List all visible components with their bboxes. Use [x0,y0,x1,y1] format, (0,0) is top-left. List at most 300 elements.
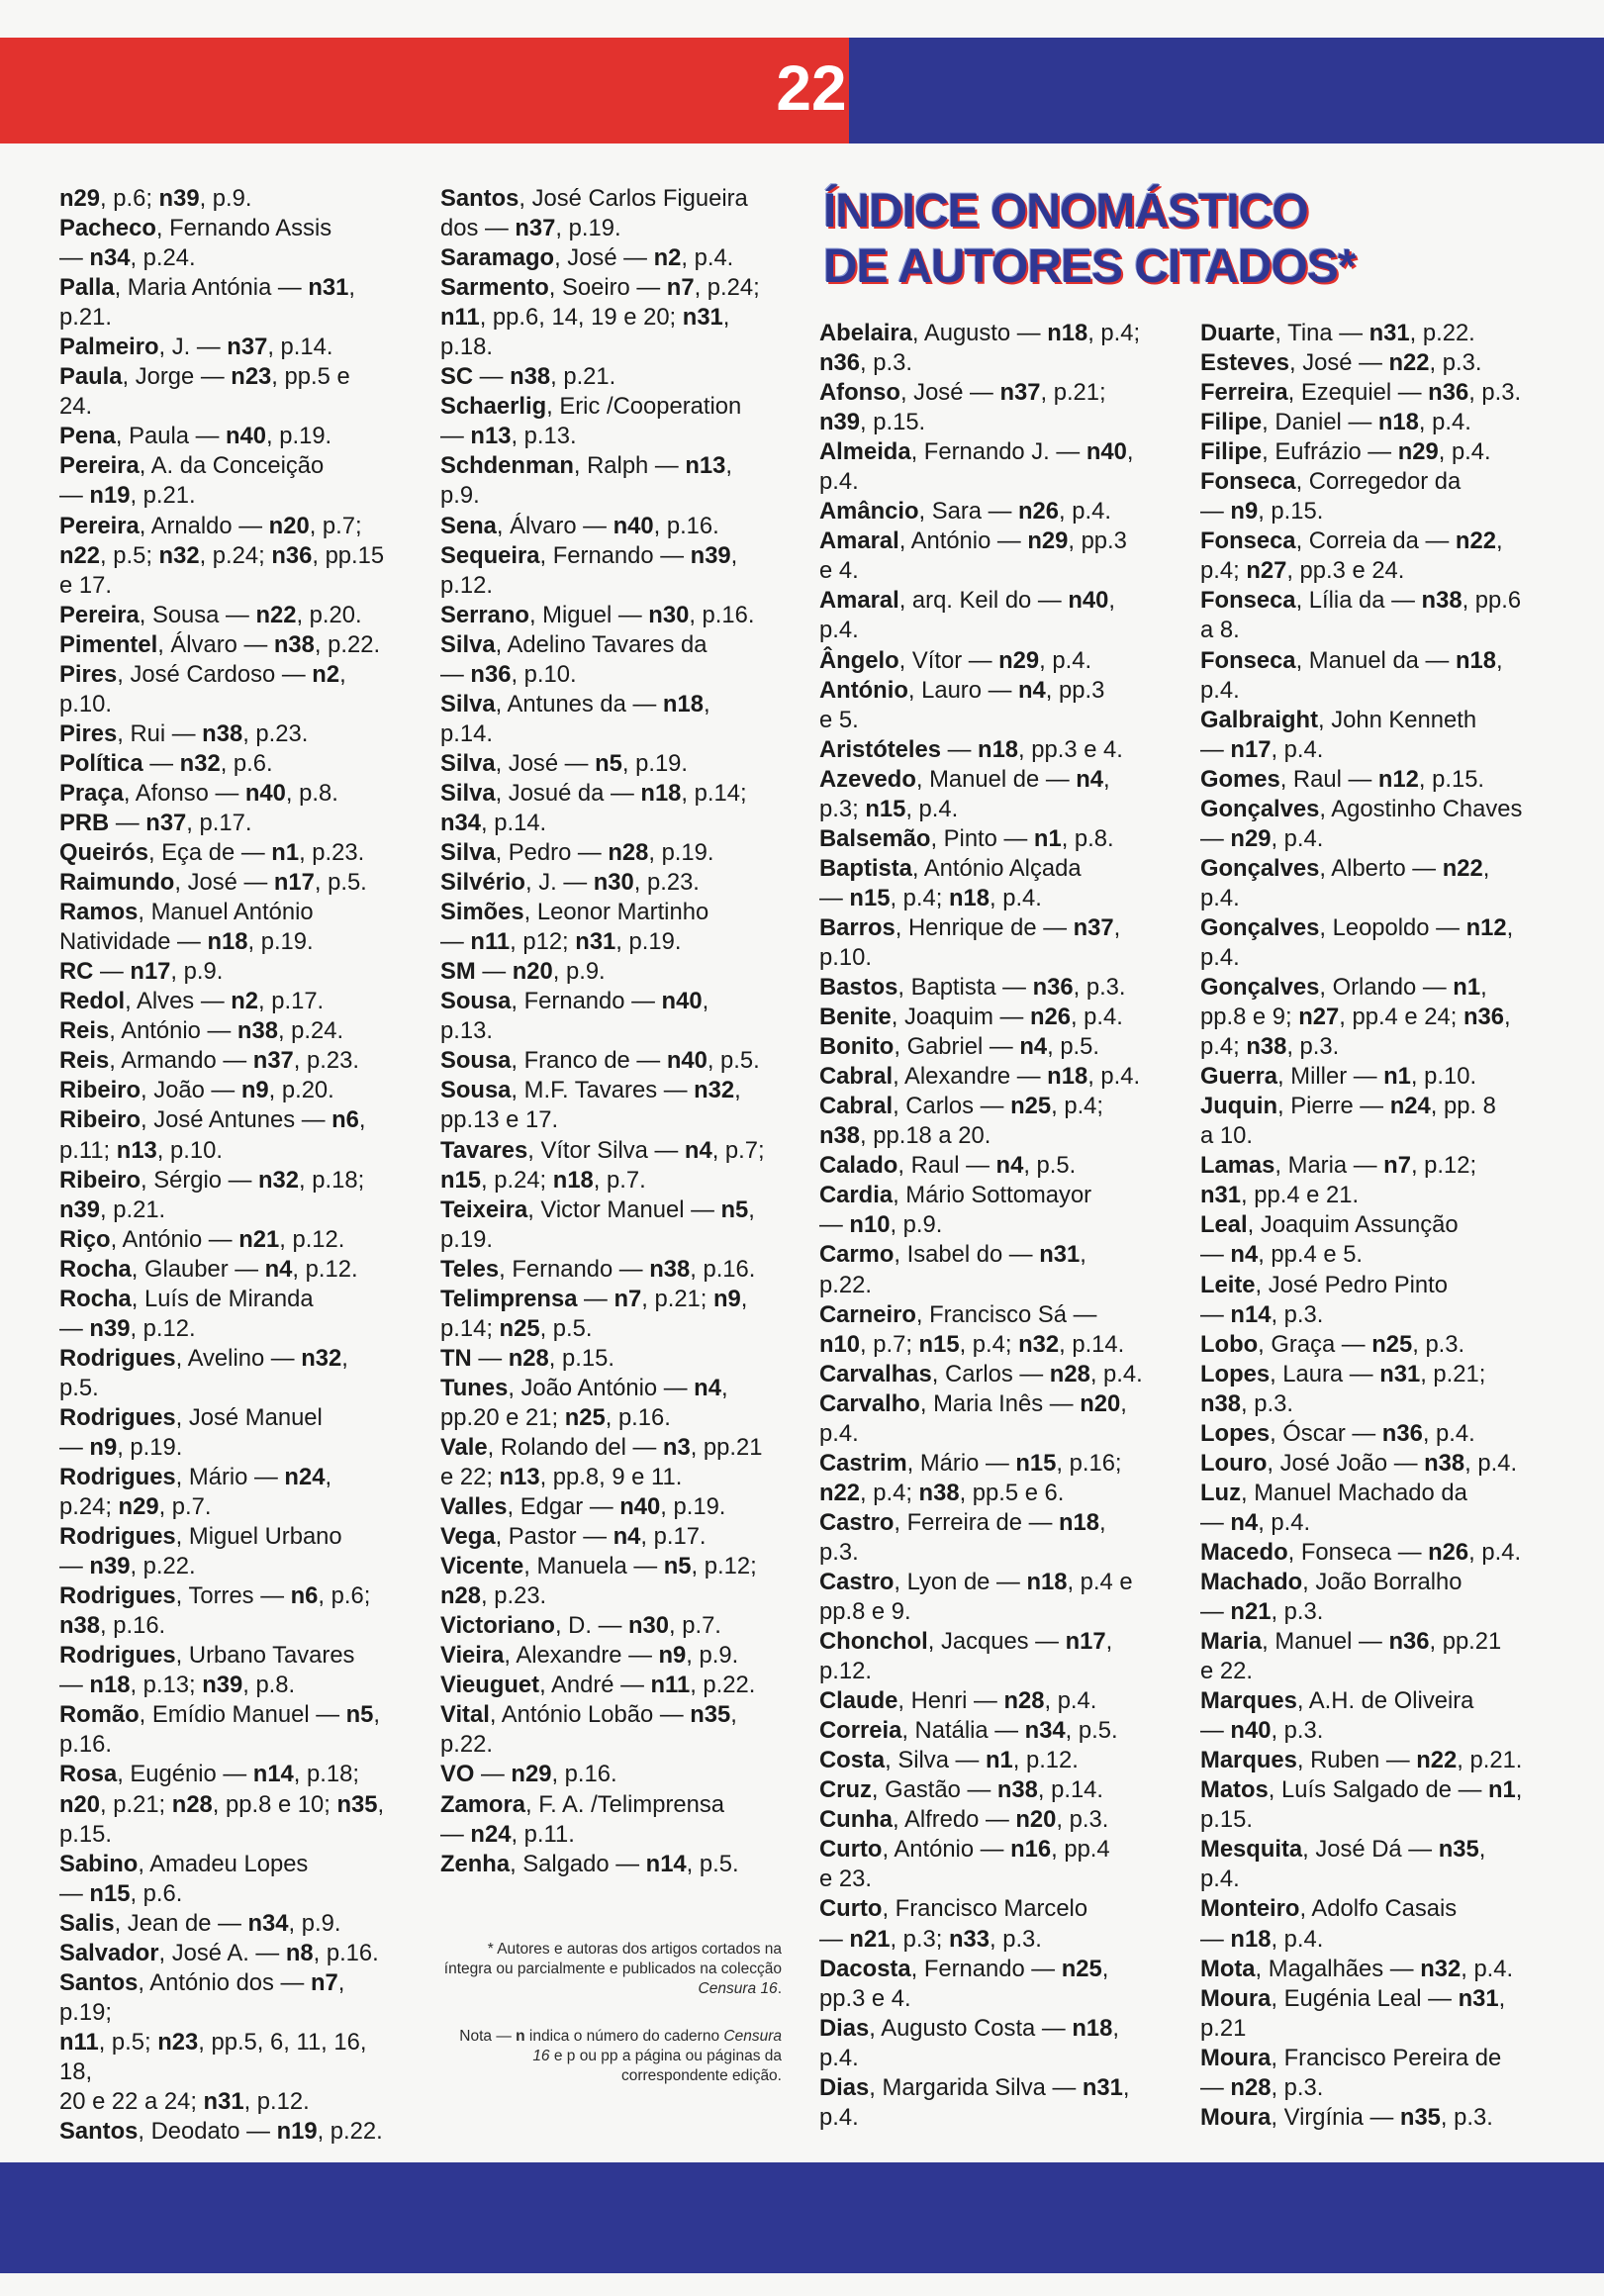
entry-text: , p.3. [989,1925,1042,1953]
index-entry-line [59,541,401,571]
entry-text: , p.4; [959,1330,1019,1358]
entry-text: e 17. [59,571,112,599]
entry-text: , p.15. [860,409,926,436]
index-entry-line [819,706,1176,735]
entry-text: — [475,958,513,986]
entry-text: — [473,363,511,391]
entry-text: , Magalhães — [1255,1955,1421,1982]
index-entry-line [59,1968,401,2028]
entry-text: , Ferreira de — [894,1508,1060,1536]
entry-bold-text: Santos [59,2118,139,2146]
entry-bold-text: Sousa [440,1047,512,1075]
index-entry-line [59,1255,401,1285]
entry-text: , [1103,765,1110,793]
entry-bold-text: Silvério [440,869,525,897]
index-entry-line [1200,1062,1557,1092]
entry-bold-text: Simões [440,899,524,926]
entry-text: , [1112,2014,1119,2042]
entry-text: , [341,1344,348,1372]
entry-text: , p.21; [1420,1360,1486,1387]
entry-bold-text: Fonseca [1200,468,1296,496]
index-entry-line [1200,1568,1557,1597]
entry-bold-text: n4 [1076,765,1104,793]
entry-text: , D. — [554,1612,628,1640]
entry-text: , p.15. [548,1344,614,1372]
index-entry-line [1200,1300,1557,1330]
index-entry-line [440,868,797,898]
index-entry-line [819,1894,1176,1924]
entry-text: — [819,884,850,911]
index-entry-line [819,497,1176,526]
entry-text: , p.20. [268,1077,334,1104]
index-entry-line [440,957,797,987]
entry-text: , p.7; [309,512,362,539]
index-entry-line [440,214,797,243]
entry-text: p.16. [59,1731,112,1759]
entry-bold-text: Pimentel [59,630,158,658]
entry-text: p.10. [819,943,872,971]
entry-text: , Mário Sottomayor [893,1182,1092,1209]
index-entry-line [1200,1479,1557,1508]
index-entry-line [1200,2044,1557,2073]
entry-text: Natividade — [59,928,208,956]
entry-text: , Arnaldo — [139,512,269,539]
index-column-1 [59,184,401,2147]
index-entry-line [1200,616,1557,645]
entry-bold-text: n22 [1416,1747,1458,1774]
entry-text: pp.3 e 4. [819,1984,911,2012]
entry-bold-text: Cardia [819,1182,894,1209]
entry-text: p.10. [59,690,112,718]
index-entry-line [819,1538,1176,1568]
entry-bold-text: Santos [440,185,519,212]
entry-text: p.14. [440,719,493,747]
index-entry-line [1200,1805,1557,1835]
entry-text: , Natália — [901,1717,1025,1745]
entry-text: , p.24. [130,244,196,272]
entry-bold-text: Victoriano [440,1612,555,1640]
entry-text: , [1122,2073,1130,2101]
index-entry-line [819,1657,1176,1686]
index-entry-line [440,1255,797,1285]
entry-bold-text: n36 [1388,1628,1430,1656]
index-entry-line [59,333,401,362]
entry-text: , p.5. [1065,1717,1118,1745]
entry-text: , pp.5 e 6. [959,1479,1065,1506]
entry-bold-text: n35 [1399,2103,1441,2131]
entry-bold-text: n39 [158,185,200,212]
entry-bold-text: Silva [440,839,496,867]
entry-text: , p.16. [100,1612,166,1640]
entry-bold-text: Gonçalves [1200,795,1320,822]
entry-bold-text: Rodrigues [59,1403,176,1431]
entry-text: , [339,660,346,688]
entry-bold-text: n39 [89,1553,131,1580]
entry-bold-text: n18 [89,1672,131,1699]
entry-bold-text: Silva [440,690,496,718]
index-entry-line [440,1522,797,1552]
index-entry-line [59,1879,401,1909]
entry-bold-text: n40 [244,779,286,807]
entry-bold-text: n4 [613,1523,641,1551]
entry-bold-text: n40 [1085,438,1127,466]
entry-text: , p.6. [130,1879,183,1907]
index-entry-line [59,957,401,987]
entry-text: , Mário — [175,1464,285,1491]
entry-bold-text: Carvalhas [819,1360,932,1387]
entry-bold-text: n24 [470,1820,512,1848]
index-entry-line [819,1360,1176,1389]
entry-bold-text: Fonseca [1200,587,1296,615]
entry-bold-text: n21 [238,1225,280,1253]
index-entry-line [440,451,797,481]
entry-bold-text: n1 [1488,1776,1516,1804]
entry-bold-text: Curto [819,1836,883,1864]
entry-bold-text: Moura [1200,2044,1272,2071]
entry-text: , p.14. [1037,1776,1104,1804]
index-entry-line [440,838,797,868]
entry-text: , Joaquim Assunção [1247,1211,1459,1239]
entry-text: p.21 [1200,2014,1247,2042]
entry-text: , p.4. [1271,824,1324,852]
entry-text: , p.4. [1438,438,1491,466]
entry-text: , [748,1196,755,1223]
entry-bold-text: Pires [59,719,118,747]
entry-text: , [720,1374,728,1401]
entry-text: , Alexandre — [504,1642,659,1670]
entry-bold-text: Ribeiro [59,1166,141,1194]
entry-text: p.4. [819,617,859,644]
entry-bold-text: n37 [1073,913,1114,941]
index-entry-line [819,676,1176,706]
entry-bold-text: n18 [207,928,248,956]
entry-text: , Pierre — [1277,1093,1390,1120]
entry-text: , p.12. [279,1225,345,1253]
entry-text: , Jean de — [114,1909,248,1937]
index-entry-line [819,1032,1176,1062]
index-entry-line [440,1166,797,1196]
entry-bold-text: Amâncio [819,498,919,526]
index-entry-line [440,1225,797,1255]
entry-bold-text: Costa [819,1747,886,1774]
index-entry-line [59,273,401,303]
index-entry-line [1200,2073,1557,2103]
footnote-authors-tail: . [777,1980,782,1997]
entry-text: — [941,735,979,763]
entry-bold-text: n19 [89,482,131,510]
entry-text: , p.5. [707,1047,760,1075]
index-entry-line [59,719,401,749]
index-entry-line [59,1225,401,1255]
entry-bold-text: Machado [1200,1568,1303,1595]
index-entry-line [819,1865,1176,1894]
entry-bold-text: n9 [713,1285,741,1312]
entry-bold-text: n18 [1059,1508,1100,1536]
entry-bold-text: n13 [685,452,726,480]
index-entry-line [819,1686,1176,1716]
entry-bold-text: Baptista [819,854,912,882]
index-entry-line [59,303,401,333]
entry-bold-text: n10 [849,1211,891,1239]
entry-text: , p.19. [247,928,314,956]
entry-bold-text: n18 [662,690,704,718]
index-entry-line [59,184,401,214]
entry-text: , p.12. [130,1314,196,1342]
index-entry-line [1200,1538,1557,1568]
index-entry-line [1200,1508,1557,1538]
entry-bold-text: n37 [515,215,556,242]
index-entry-line [440,1285,797,1314]
entry-bold-text: Saramago [440,244,555,272]
entry-bold-text: n35 [336,1790,378,1818]
entry-text: , António Lobão — [489,1701,691,1729]
entry-text: , p.3. [1271,2073,1324,2101]
entry-text: , p.3. [1429,349,1482,377]
entry-text: , José Cardoso — [117,660,313,688]
entry-bold-text: n38 [510,363,551,391]
entry-text: , p.22. [317,2118,383,2146]
entry-bold-text: Benite [819,1004,892,1031]
entry-text: , p.4; [1051,1093,1104,1120]
entry-text: , p.4. [1087,1063,1141,1091]
entry-text: , p.21. [550,363,616,391]
footnote-authors-italic: Censura 16 [698,1980,778,1997]
index-entry-line [1200,1360,1557,1389]
entry-bold-text: Dacosta [819,1955,911,1982]
entry-text: 24. [59,393,93,421]
index-entry-line [1200,1092,1557,1121]
index-entry-line [1200,676,1557,706]
entry-text: , Vítor Silva — [527,1136,685,1164]
entry-bold-text: n37 [145,809,187,836]
entry-bold-text: n21 [1230,1598,1272,1626]
entry-text: , Orlando — [1319,974,1454,1002]
index-entry-line [1200,1894,1557,1924]
entry-bold-text: Bonito [819,1033,895,1061]
index-column-3 [819,319,1176,2133]
index-entry-line [59,451,401,481]
entry-text: , p.5. [314,869,367,897]
entry-text: , Francisco Marcelo [882,1895,1088,1923]
index-entry-line [59,1463,401,1492]
index-entry-line [440,1374,797,1403]
index-entry-line [440,898,797,927]
entry-bold-text: n39 [202,1672,243,1699]
entry-bold-text: n31 [682,304,723,332]
entry-bold-text: n9 [240,1077,269,1104]
entry-text: , Laura — [1270,1360,1380,1387]
index-entry-line [1200,1449,1557,1479]
entry-bold-text: n31 [1368,320,1410,346]
index-entry-line [59,1046,401,1076]
entry-text: , p.4. [1464,1449,1518,1477]
entry-bold-text: n17 [273,869,315,897]
index-entry-line [59,868,401,898]
entry-text: , p.4. [989,884,1042,911]
index-entry-line [1200,1003,1557,1032]
entry-text: , Corregedor da [1295,468,1462,496]
index-entry-line [59,749,401,779]
entry-text: , p.23. [633,869,700,897]
entry-bold-text: n15 [1015,1449,1057,1477]
entry-bold-text: n39 [819,409,861,436]
index-entry-line [1200,526,1557,556]
entry-bold-text: n38 [1421,587,1462,615]
entry-text: , p.4 e [1067,1568,1133,1595]
index-entry-line [440,571,797,601]
index-entry-line [440,927,797,957]
entry-text: — [142,749,180,777]
index-entry-line [819,735,1176,765]
entry-bold-text: n32 [158,541,200,569]
entry-bold-text: Barros [819,913,896,941]
entry-text: , Manuel — [1262,1628,1389,1656]
entry-bold-text: Juquin [1200,1093,1277,1120]
entry-text: — [474,1761,512,1788]
entry-text: , p.5. [1023,1152,1077,1180]
entry-text: — [440,423,471,450]
entry-text: , Jorge — [122,363,232,391]
entry-bold-text: n9 [1230,498,1259,526]
entry-bold-text: Guerra [1200,1063,1278,1091]
entry-text: , Sara — [918,498,1019,526]
entry-bold-text: Afonso [819,379,900,407]
index-entry-line [819,319,1176,348]
entry-text: , pp.6 [1462,587,1522,615]
index-entry-line [59,809,401,838]
entry-bold-text: n38 [918,1479,960,1506]
entry-text: , Manuel Machado da [1240,1479,1467,1506]
index-entry-line [1200,1865,1557,1894]
index-entry-line [440,392,797,422]
entry-text: , p.22. [130,1553,196,1580]
index-entry-line [1200,2103,1557,2133]
entry-bold-text: Ferreira [1200,379,1288,407]
entry-bold-text: Chonchol [819,1628,928,1656]
entry-bold-text: n31 [1082,2073,1123,2101]
index-entry-line [59,243,401,273]
entry-bold-text: n18 [1047,320,1088,346]
entry-bold-text: n8 [285,1939,314,1966]
entry-bold-text: n32 [1018,1330,1060,1358]
entry-bold-text: Pereira [59,601,140,628]
entry-bold-text: n36 [819,349,861,377]
index-entry-line [819,884,1176,913]
entry-bold-text: Pereira [59,452,140,480]
entry-text: , arq. Keil do — [898,587,1069,615]
entry-text: , p.19. [648,839,714,867]
entry-bold-text: Telimprensa [440,1285,578,1312]
index-entry-line [1200,1181,1557,1210]
entry-text: , Leopoldo — [1319,913,1466,941]
entry-bold-text: n32 [694,1077,735,1104]
entry-text: , [1478,1836,1486,1864]
entry-text: , pp.4 e 5. [1258,1241,1364,1269]
entry-bold-text: Calado [819,1152,898,1180]
entry-bold-text: n31 [203,2088,244,2115]
entry-bold-text: n29 [1397,438,1439,466]
entry-text: , Edgar — [507,1493,620,1521]
entry-bold-text: n18 [552,1166,594,1194]
entry-bold-text: Vieuguet [440,1672,540,1699]
entry-text: , Maria Antónia — [114,274,309,302]
entry-bold-text: Ramos [59,899,139,926]
entry-bold-text: n34 [247,1909,289,1937]
index-entry-line [1200,497,1557,526]
entry-bold-text: n4 [1019,1033,1048,1061]
entry-bold-text: n18 [1047,1063,1088,1091]
entry-text: , p.9. [686,1642,739,1670]
entry-text: , p.7; [711,1136,765,1164]
index-entry-line [440,1671,797,1700]
entry-bold-text: n6 [290,1582,319,1610]
entry-text: , Fernando — [910,1955,1062,1982]
entry-text: , Agostinho Chaves [1319,795,1523,822]
index-entry-line [440,1790,797,1820]
entry-bold-text: n2 [231,988,259,1015]
entry-text: p.22. [440,1731,493,1759]
entry-text: , p.7. [593,1166,646,1194]
index-entry-line [59,1909,401,1939]
entry-bold-text: n37 [999,379,1041,407]
entry-text: , Emídio Manuel — [139,1701,346,1729]
entry-text: , p.23. [299,839,365,867]
entry-bold-text: Teixeira [440,1196,528,1223]
entry-bold-text: Zamora [440,1790,525,1818]
entry-text: , Manuel António [138,899,314,926]
entry-bold-text: n15 [918,1330,960,1358]
index-entry-line [819,1419,1176,1449]
entry-text: , António — [882,1836,1011,1864]
index-entry-line [59,1433,401,1463]
entry-bold-text: n24 [284,1464,326,1491]
entry-text: , p.4. [1271,735,1324,763]
entry-text: , pp.4 [1051,1836,1110,1864]
index-entry-line [1200,556,1557,586]
entry-text: , [1120,1389,1127,1417]
entry-bold-text: n34 [440,809,482,836]
index-entry-line [59,2117,401,2147]
entry-text: , p.13. [511,423,577,450]
index-entry-line [59,214,401,243]
entry-bold-text: n9 [89,1433,118,1461]
entry-text: , Pastor — [495,1523,613,1551]
entry-text: , p.9. [288,1909,341,1937]
entry-text: , José — [1288,349,1389,377]
index-entry-line [1200,2014,1557,2044]
footnote-authors-text: * Autores e autoras dos artigos cortados na íntegra ou parcialmente e publicados na colecção [443,1941,782,1977]
entry-bold-text: n28 [171,1790,213,1818]
entry-bold-text: Romão [59,1701,140,1729]
entry-text: , Silva — [885,1747,986,1774]
index-entry-line [440,1344,797,1374]
index-entry-line [440,1433,797,1463]
entry-bold-text: n15 [440,1166,482,1194]
entry-text: , Luís Salgado de — [1268,1776,1489,1804]
index-entry-line [1200,913,1557,943]
entry-text: — [440,928,471,956]
index-entry-line [440,362,797,392]
entry-bold-text: Moura [1200,1984,1272,2012]
index-title-line-2: DE AUTORES CITADOS* [823,240,1356,293]
entry-text: , João António — [508,1374,695,1401]
index-entry-line [59,1196,401,1225]
entry-text: , p.7. [669,1612,721,1640]
entry-text: , Gastão — [871,1776,997,1804]
entry-text: , p.4. [1059,498,1111,526]
entry-text: , pp.21 [690,1433,763,1461]
entry-text: , José A. — [158,1939,286,1966]
